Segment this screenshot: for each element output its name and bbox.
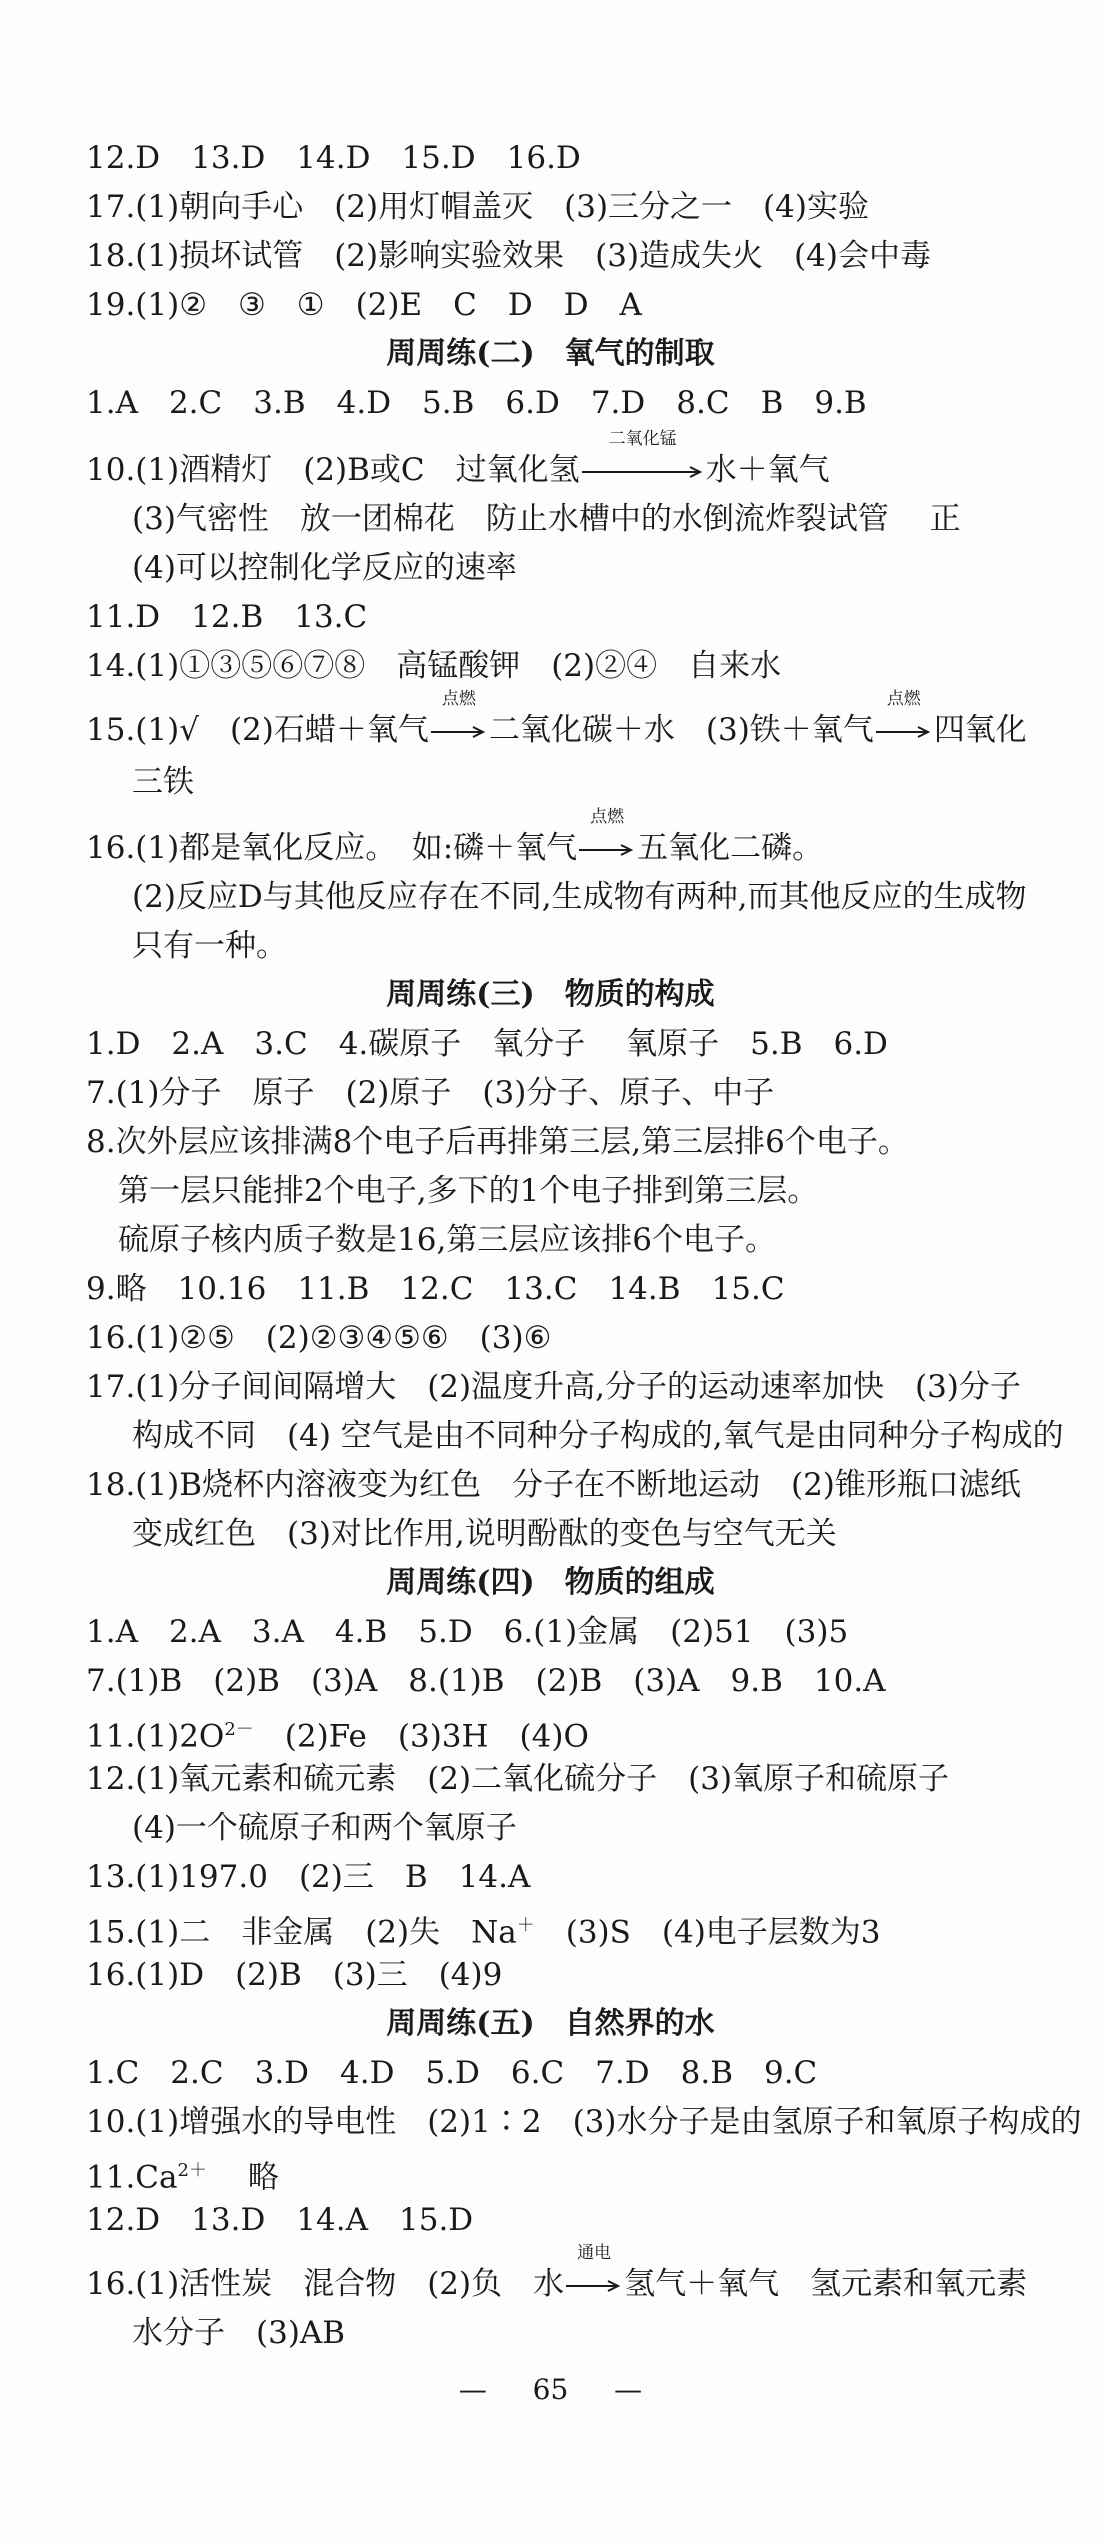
answer-line: 7.(1)分子 原子 (2)原子 (3)分子、原子、中子 (86, 1075, 775, 1111)
text-segment: 二氧化碳＋水 (3)铁＋氧气 (488, 712, 874, 748)
answer-line (86, 1708, 1061, 1755)
reaction-condition: 点燃 (886, 689, 921, 709)
text-segment: 10.(1)酒精灯 (2)B或C 过氧化氢 (86, 452, 580, 488)
answer-line: 10.(1)增强水的导电性 (2)1∶2 (3)水分子是由氢原子和氧原子构成的 (86, 2104, 1082, 2140)
answer-line: 11.D 12.B 13.C (86, 599, 368, 635)
reaction-condition: 点燃 (590, 807, 625, 827)
text-segment: (3)S (4)电子层数为3 (534, 1914, 881, 1951)
answer-line: 三铁 (132, 764, 194, 800)
text-segment: 五氧化二磷。 (637, 830, 824, 866)
answer-line: 1.A 2.C 3.B 4.D 5.B 6.D 7.D 8.C B 9.B (86, 385, 867, 421)
answer-line: (4)可以控制化学反应的速率 (132, 550, 517, 586)
reaction-arrow (580, 429, 706, 492)
arrow-icon (564, 2279, 624, 2293)
answer-line: 16.(1)D (2)B (3)三 (4)9 (86, 1957, 503, 1993)
answer-line: 9.略 10.16 11.B 12.C 13.C 14.B 15.C (86, 1271, 785, 1307)
reaction-arrow (564, 2243, 624, 2306)
answer-line: (2)反应D与其他反应存在不同,生成物有两种,而其他反应的生成物 (132, 879, 1027, 915)
answer-line: 18.(1)B烧杯内溶液变为红色 分子在不断地运动 (2)锥形瓶口滤纸 (86, 1467, 1021, 1503)
section-title: 周周练(四) 物质的组成 (386, 1565, 715, 1600)
ion-charge: ＋ (516, 1915, 535, 1936)
answer-line: 14.(1)①③⑤⑥⑦⑧ 高锰酸钾 (2)②④ 自来水 (86, 648, 782, 684)
answer-line: 硫原子核内质子数是16,第三层应该排6个电子。 (118, 1222, 777, 1258)
ion-charge: 2＋ (177, 2160, 207, 2181)
answer-line: 17.(1)朝向手心 (2)用灯帽盖灭 (3)三分之一 (4)实验 (86, 189, 869, 225)
text-segment: 11.Ca (86, 2159, 178, 2196)
answer-line: 12.D 13.D 14.A 15.D (86, 2202, 474, 2238)
section-title: 周周练(三) 物质的构成 (386, 977, 715, 1012)
answer-line: 水分子 (3)AB (132, 2315, 346, 2351)
answer-line: 19.(1)② ③ ① (2)E C D D A (86, 287, 642, 323)
answer-line: 只有一种。 (132, 928, 287, 964)
answer-line: 17.(1)分子间间隔增大 (2)温度升高,分子的运动速率加快 (3)分子 (86, 1369, 1021, 1405)
page-number: 65 (532, 2373, 569, 2406)
text-segment: 氢气＋氧气 氢元素和氧元素 (624, 2266, 1028, 2302)
section-title: 周周练(二) 氧气的制取 (386, 336, 715, 371)
text-segment: 四氧化 (933, 712, 1027, 748)
text-segment: 16.(1)都是氧化反应。 如:磷＋氧气 (86, 830, 578, 866)
arrow-icon (580, 465, 706, 479)
answer-line (86, 429, 1061, 492)
answer-line: 构成不同 (4) 空气是由不同种分子构成的,氧气是由同种分子构成的 (132, 1418, 1064, 1454)
text-segment: 15.(1)二 非金属 (2)失 Na (86, 1914, 517, 1951)
answer-line: 7.(1)B (2)B (3)A 8.(1)B (2)B (3)A 9.B 10.A (86, 1663, 886, 1699)
footer-dash-right: — (614, 2373, 643, 2406)
arrow-icon (577, 843, 637, 857)
text-segment: 水＋氧气 (705, 452, 830, 488)
arrow-icon (429, 725, 489, 739)
answer-line: 1.C 2.C 3.D 4.D 5.D 6.C 7.D 8.B 9.C (86, 2055, 818, 2091)
answer-line: 8.次外层应该排满8个电子后再排第三层,第三层排6个电子。 (86, 1124, 909, 1160)
answer-line: (4)一个硫原子和两个氧原子 (132, 1810, 517, 1846)
answer-line (86, 2149, 1061, 2196)
answer-line: 1.A 2.A 3.A 4.B 5.D 6.(1)金属 (2)51 (3)5 (86, 1614, 849, 1650)
footer-dash-left: — (458, 2373, 487, 2406)
answer-line: 变成红色 (3)对比作用,说明酚酞的变色与空气无关 (132, 1516, 837, 1552)
answer-line: 13.(1)197.0 (2)三 B 14.A (86, 1859, 531, 1895)
answer-line (86, 807, 1061, 870)
page-footer (0, 2370, 1101, 2410)
text-segment: 略 (206, 2159, 279, 2196)
reaction-arrow (429, 689, 489, 752)
arrow-icon (874, 725, 934, 739)
ion-charge: 2－ (224, 1719, 254, 1740)
answer-line: 16.(1)②⑤ (2)②③④⑤⑥ (3)⑥ (86, 1320, 552, 1356)
reaction-condition: 二氧化锰 (608, 429, 677, 449)
section-title: 周周练(五) 自然界的水 (386, 2006, 715, 2041)
text-segment: 16.(1)活性炭 混合物 (2)负 水 (86, 2266, 565, 2302)
answer-line (86, 689, 1061, 752)
reaction-condition: 点燃 (441, 689, 476, 709)
reaction-condition: 通电 (577, 2243, 612, 2263)
answer-line: 第一层只能排2个电子,多下的1个电子排到第三层。 (118, 1173, 819, 1209)
answer-line: 18.(1)损坏试管 (2)影响实验效果 (3)造成失火 (4)会中毒 (86, 238, 931, 274)
answer-line: (3)气密性 放一团棉花 防止水槽中的水倒流炸裂试管 正 (132, 501, 961, 537)
answer-line: 1.D 2.A 3.C 4.碳原子 氧分子 氧原子 5.B 6.D (86, 1026, 888, 1062)
reaction-arrow (874, 689, 934, 752)
text-segment: 11.(1)2O (86, 1718, 225, 1755)
text-segment: (2)Fe (3)3H (4)O (253, 1718, 589, 1755)
text-segment: 15.(1)√ (2)石蜡＋氧气 (86, 712, 429, 748)
answer-line: 12.(1)氧元素和硫元素 (2)二氧化硫分子 (3)氧原子和硫原子 (86, 1761, 950, 1797)
reaction-arrow (577, 807, 637, 870)
answer-line (86, 2243, 1061, 2306)
answer-line: 12.D 13.D 14.D 15.D 16.D (86, 140, 581, 176)
answer-line (86, 1904, 1061, 1951)
